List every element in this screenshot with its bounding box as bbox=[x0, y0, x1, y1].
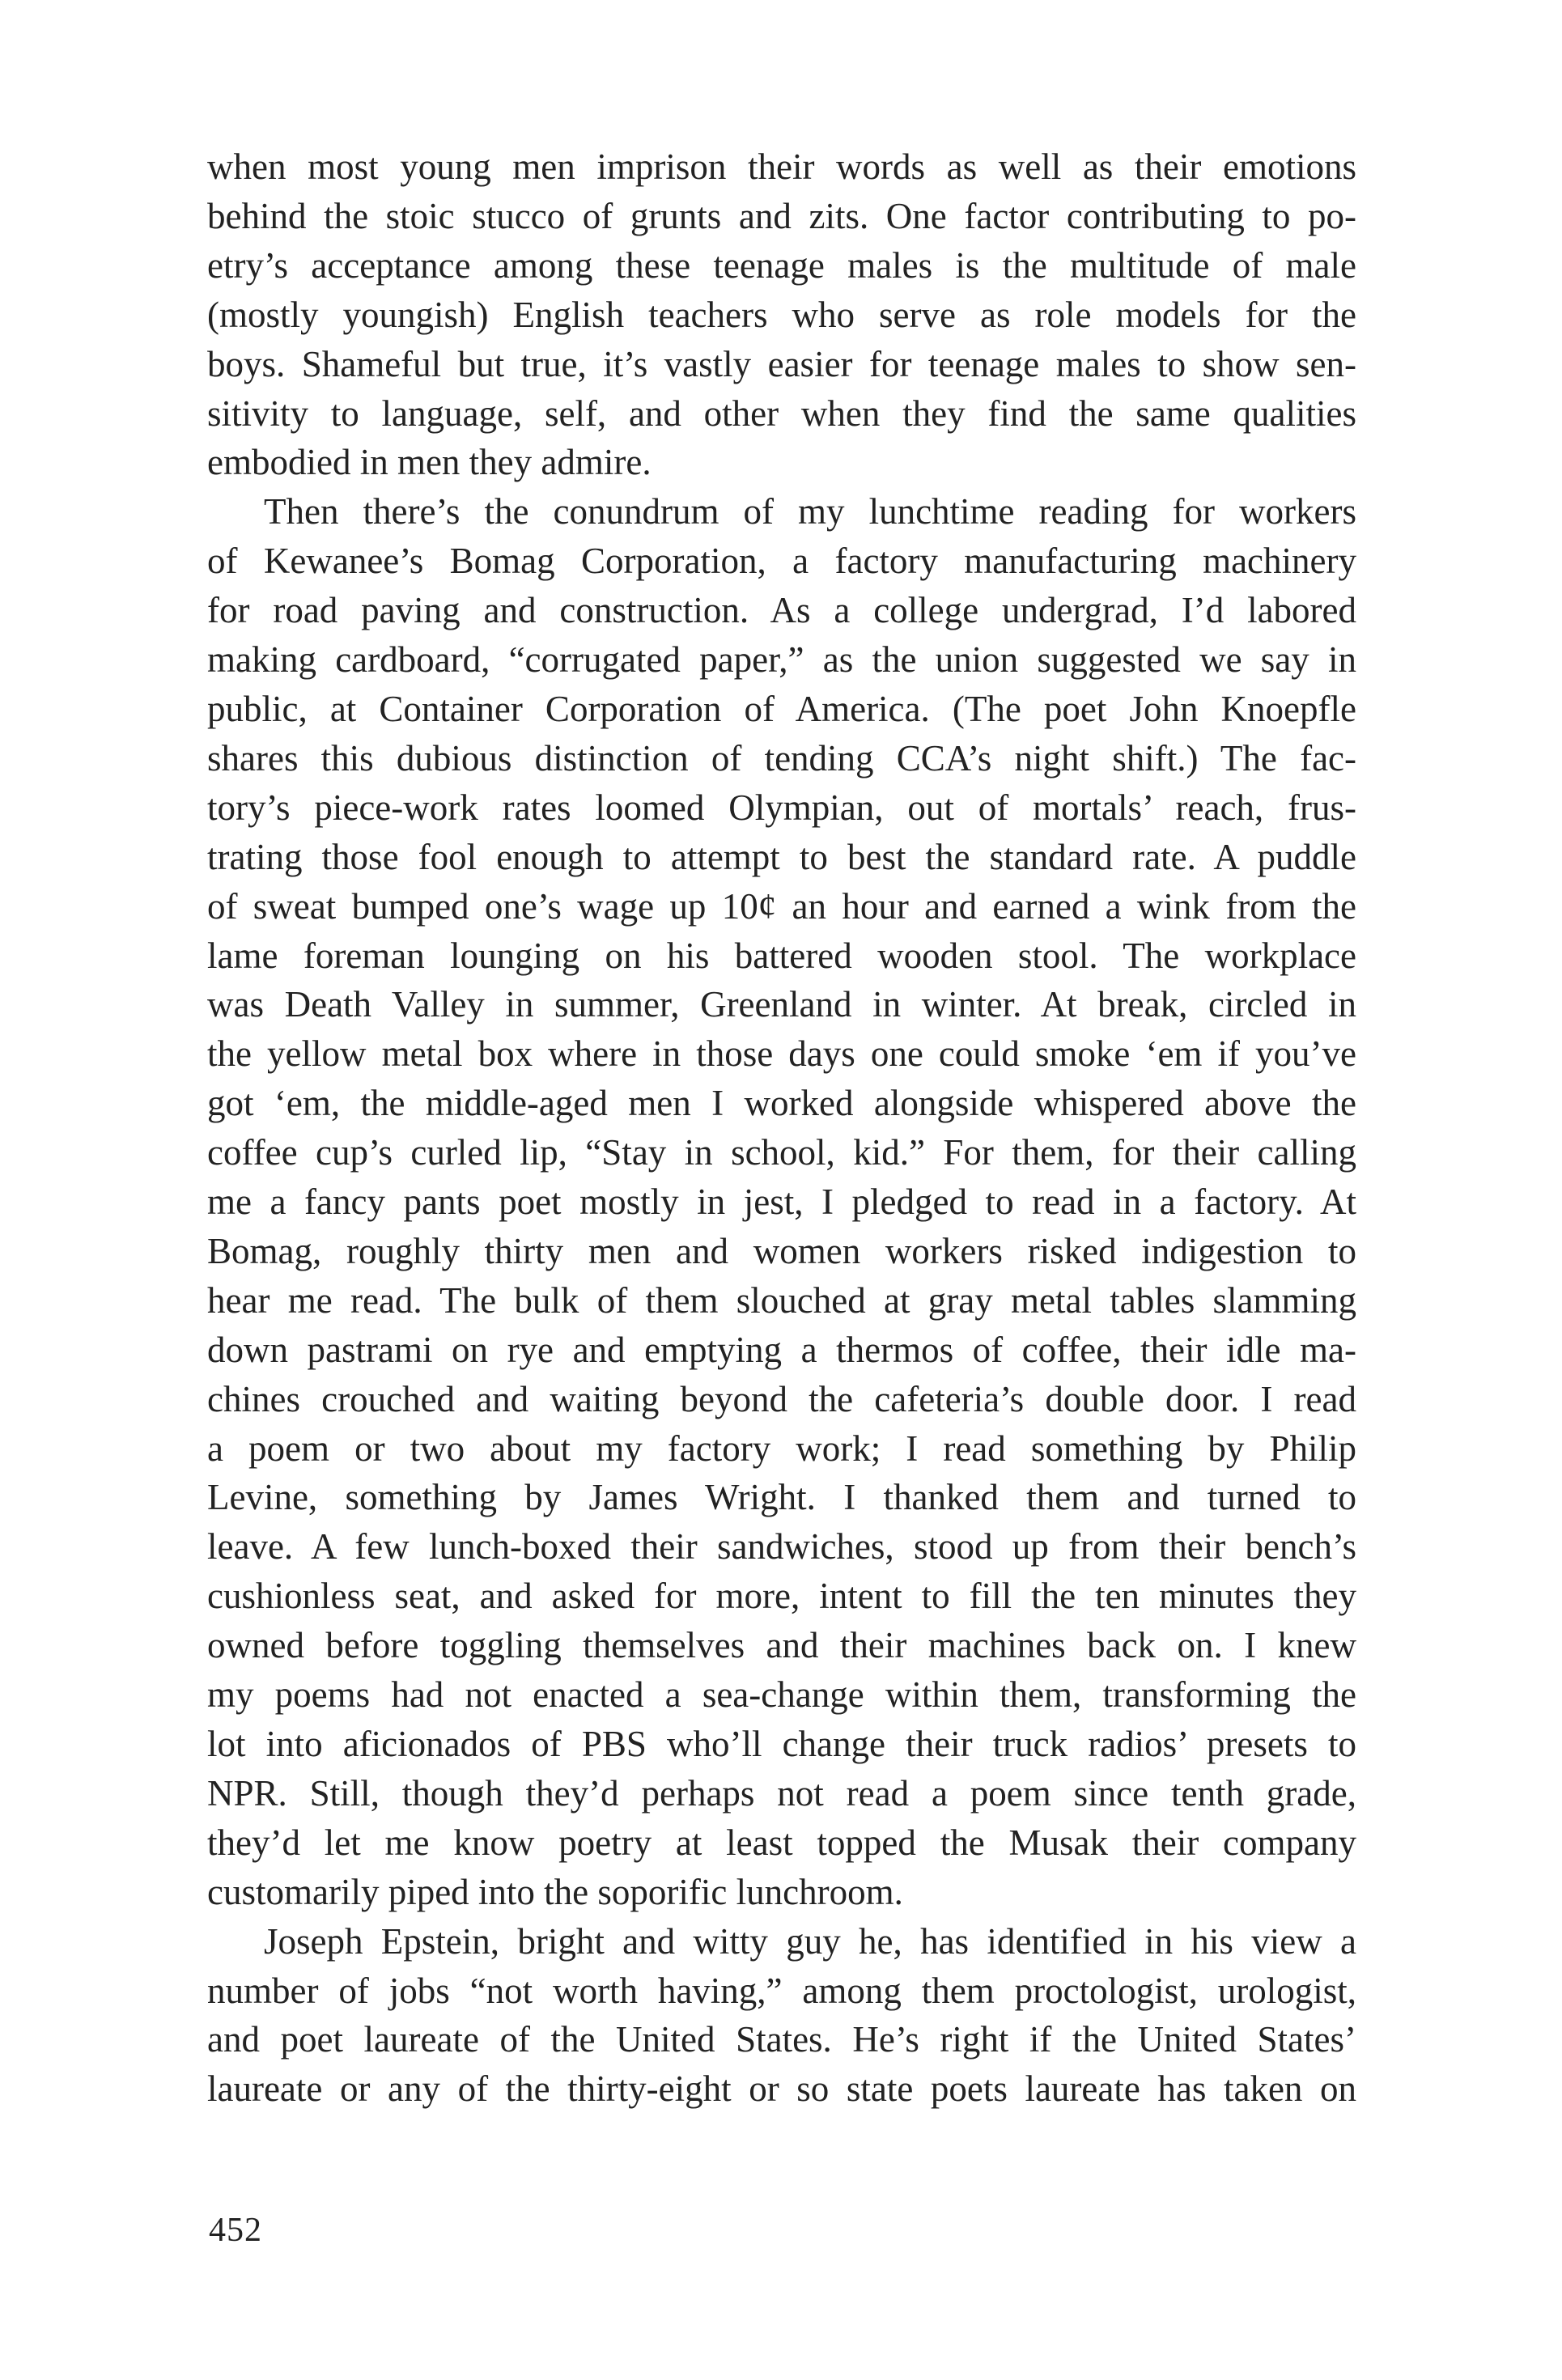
text-line: hear me read. The bulk of them slouched at gray metal tables slamming bbox=[207, 1279, 1356, 1321]
text-line: coffee cup’s curled lip, “Stay in school, kid.” For them, for their calling bbox=[207, 1132, 1356, 1173]
text-line: Then there’s the conundrum of my lunchtime reading for workers bbox=[264, 491, 1356, 532]
text-line: lame foreman lounging on his battered wooden stool. The workplace bbox=[207, 935, 1356, 976]
text-line: Bomag, roughly thirty men and women workers risked indigestion to bbox=[207, 1230, 1356, 1271]
text-line: and poet laureate of the United States. He’s right if the United States’ bbox=[207, 2019, 1356, 2060]
text-line: NPR. Still, though they’d perhaps not read a poem since tenth grade, bbox=[207, 1772, 1356, 1814]
text-line: embodied in men they admire. bbox=[207, 442, 652, 483]
text-line: Levine, something by James Wright. I thanked them and turned to bbox=[207, 1477, 1356, 1518]
paragraph bbox=[207, 487, 1356, 1916]
text-line: (mostly youngish) English teachers who serve as role models for the bbox=[207, 294, 1356, 335]
text-line: making cardboard, “corrugated paper,” as the union suggested we say in bbox=[207, 639, 1356, 681]
text-line: lot into aficionados of PBS who’ll change their truck radios’ presets to bbox=[207, 1724, 1356, 1764]
text-line: cushionless seat, and asked for more, intent to fill the ten minutes they bbox=[207, 1576, 1356, 1617]
text-line: was Death Valley in summer, Greenland in winter. At break, circled in bbox=[207, 984, 1356, 1025]
paragraph bbox=[207, 142, 1356, 487]
text-line: of Kewanee’s Bomag Corporation, a factory manufacturing machinery bbox=[207, 541, 1356, 582]
text-line: tory’s piece-work rates loomed Olympian, out of mortals’ reach, frus- bbox=[207, 787, 1356, 828]
text-line: trating those fool enough to attempt to best the standard rate. A puddle bbox=[207, 836, 1356, 877]
text-line: me a fancy pants poet mostly in jest, I pledged to read in a factory. At bbox=[207, 1182, 1356, 1223]
text-line: down pastrami on rye and emptying a thermos of coffee, their idle ma- bbox=[207, 1329, 1356, 1370]
text-line: the yellow metal box where in those days one could smoke ‘em if you’ve bbox=[207, 1033, 1356, 1075]
text-line: behind the stoic stucco of grunts and zits. One factor contributing to po- bbox=[207, 195, 1356, 236]
text-line: they’d let me know poetry at least topped the Musak their company bbox=[207, 1822, 1356, 1863]
body-text bbox=[207, 142, 1356, 2114]
text-line: Joseph Epstein, bright and witty guy he, has identified in his view a bbox=[264, 1920, 1356, 1962]
text-line: number of jobs “not worth having,” among them proctologist, urologist, bbox=[207, 1970, 1356, 2011]
text-line: customarily piped into the soporific lunchroom. bbox=[207, 1871, 903, 1912]
text-line: boys. Shameful but true, it’s vastly easier for teenage males to show sen- bbox=[207, 343, 1356, 384]
text-line: leave. A few lunch-boxed their sandwiches, stood up from their bench’s bbox=[207, 1526, 1356, 1568]
page-number: 452 bbox=[209, 2212, 262, 2249]
text-line: when most young men imprison their words as well as their emotions bbox=[207, 146, 1356, 187]
text-line: etry’s acceptance among these teenage males is the multitude of male bbox=[207, 244, 1356, 286]
text-line: for road paving and construction. As a college undergrad, I’d labored bbox=[207, 590, 1356, 631]
text-line: public, at Container Corporation of America. (The poet John Knoepfle bbox=[207, 688, 1356, 729]
text-line: sitivity to language, self, and other when they find the same qualities bbox=[207, 392, 1356, 434]
text-line: shares this dubious distinction of tending CCA’s night shift.) The fac- bbox=[207, 737, 1356, 778]
text-line: chines crouched and waiting beyond the cafeteria’s double door. I read bbox=[207, 1378, 1356, 1419]
text-line: my poems had not enacted a sea-change within them, transforming the bbox=[207, 1674, 1356, 1716]
text-line: got ‘em, the middle-aged men I worked alongside whispered above the bbox=[207, 1083, 1356, 1124]
text-line: owned before toggling themselves and their machines back on. I knew bbox=[207, 1625, 1356, 1666]
text-line: laureate or any of the thirty-eight or so state poets laureate has taken on bbox=[207, 2068, 1356, 2110]
text-line: of sweat bumped one’s wage up 10¢ an hour and earned a wink from the bbox=[207, 885, 1356, 927]
paragraph bbox=[207, 1917, 1356, 2115]
text-line: a poem or two about my factory work; I read something by Philip bbox=[207, 1428, 1356, 1469]
